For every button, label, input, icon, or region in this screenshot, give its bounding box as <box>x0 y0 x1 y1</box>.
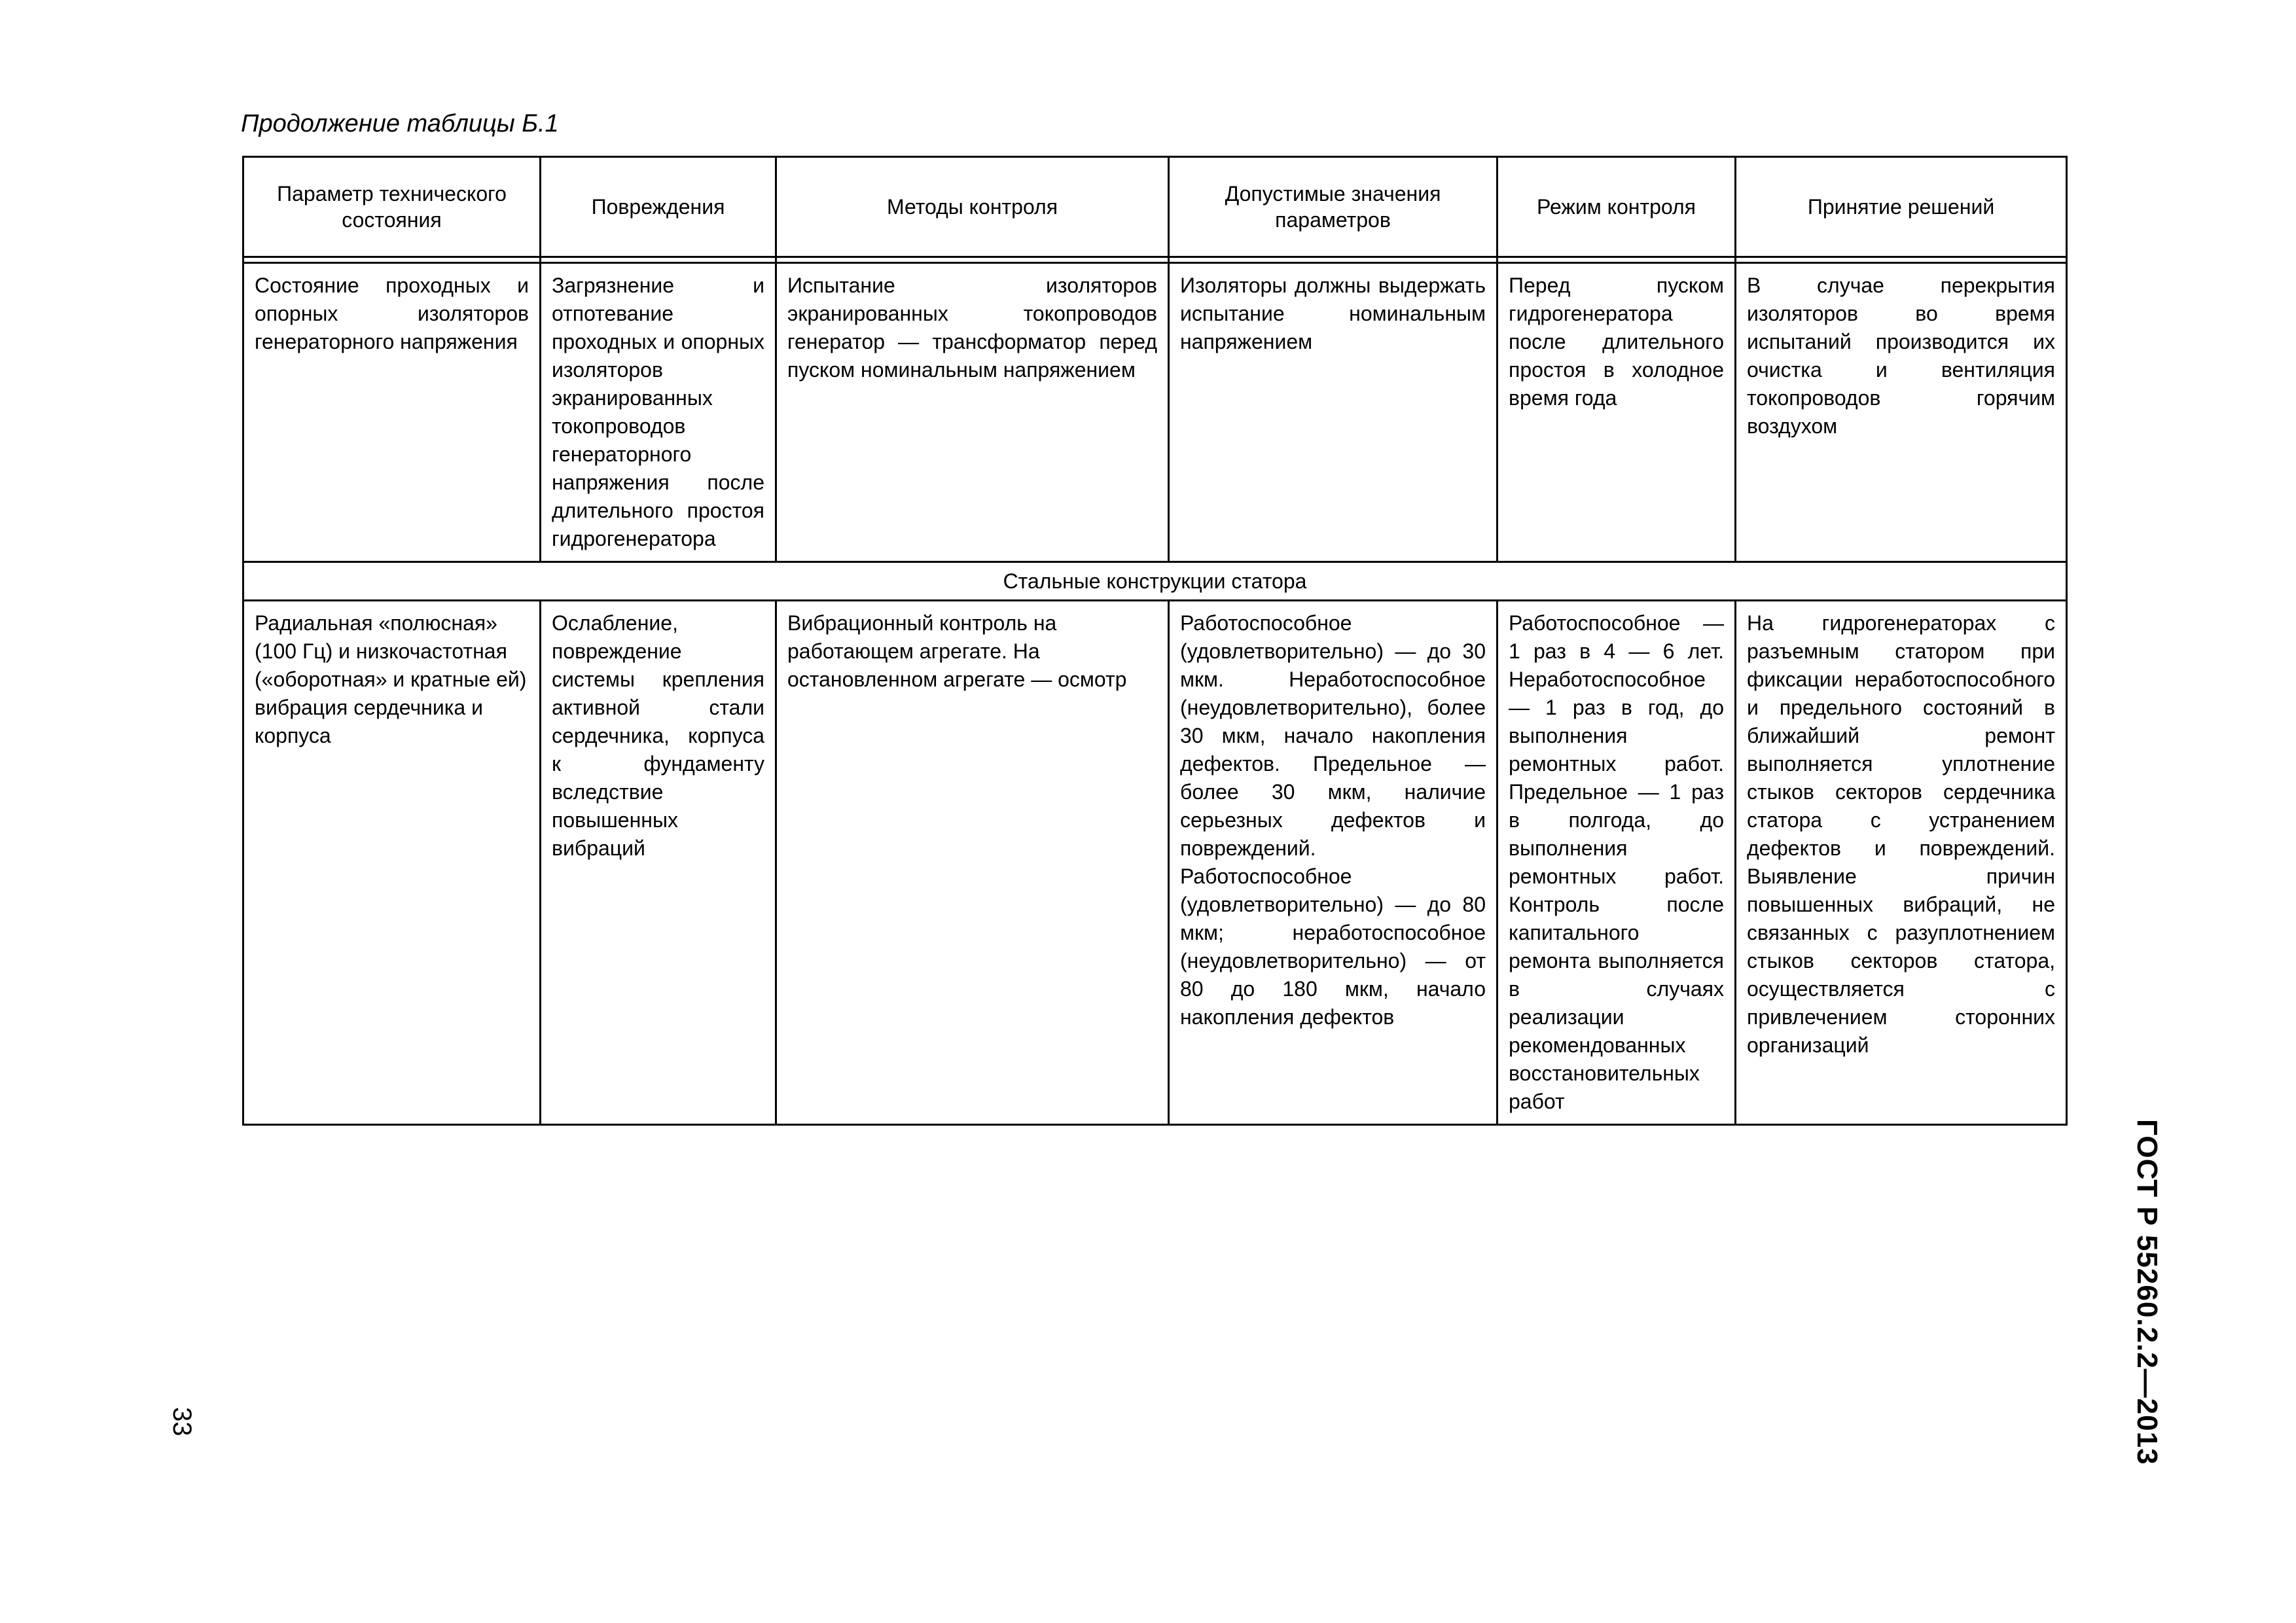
cell-damage: Ослабление, повреждение системы крепления активной стали сердечника, корпуса к фундаменту вследствие повышенных вибраций <box>541 601 776 1125</box>
cell-decisions: В случае перекрытия изоляторов во время испытаний производится их очистка и вентиляция токопроводов горячим воздухом <box>1736 263 2067 562</box>
cell-methods: Вибрационный контроль на работающем агрегате. На остановленном агрегате — осмотр <box>776 601 1169 1125</box>
cell-control-mode: Перед пуском гидрогенератора после длительного простоя в холодное время года <box>1498 263 1736 562</box>
header-control-mode: Режим контроля <box>1498 157 1736 257</box>
cell-decisions: На гидрогенераторах с разъемным статором при фиксации неработоспособного и предельного состояний в ближайший ремонт выполняется уплотнение стыков секторов сердечника статора с устранением дефектов и повреждений. Выявление причин повышенных вибраций, не связанных с разуплотнением стыков секторов статора, осуществляется с привлечением сторонних организаций <box>1736 601 2067 1125</box>
header-allowed-values: Допустимые значения параметров <box>1169 157 1498 257</box>
cell-allowed-values: Работоспособное (удовлетворительно) — до 30 мкм. Неработоспособное (неудовлетворительно), более 30 мкм, начало накопления дефектов. Предельное — более 30 мкм, наличие серьезных дефектов и повреждений. Работоспособное (удовлетворительно) — до 80 мкм; неработоспособное (неудовлетворительно) — от 80 до 180 мкм, начало накопления дефектов <box>1169 601 1498 1125</box>
cell-methods: Испытание изоляторов экранированных токопроводов генератор — трансформатор перед пуском номинальным напряжением <box>776 263 1169 562</box>
header-parameter: Параметр технического состояния <box>243 157 541 257</box>
document-code: ГОСТ Р 55260.2.2—2013 <box>2131 1119 2163 1465</box>
cell-allowed-values: Изоляторы должны выдержать испытание номинальным напряжением <box>1169 263 1498 562</box>
section-row <box>243 562 2067 601</box>
cell-parameter: Состояние проходных и опорных изоляторов генераторного напряжения <box>243 263 541 562</box>
requirements-table <box>242 156 2068 1126</box>
cell-parameter: Радиальная «полюсная» (100 Гц) и низкочастотная («оборотная» и кратные ей) вибрация сердечника и корпуса <box>243 601 541 1125</box>
table-row <box>243 601 2067 1125</box>
table-header-row <box>243 157 2067 257</box>
page-number: 33 <box>168 1407 196 1436</box>
header-separator <box>243 257 2067 263</box>
table-row <box>243 263 2067 562</box>
table-caption: Продолжение таблицы Б.1 <box>241 110 559 137</box>
header-decisions: Принятие решений <box>1736 157 2067 257</box>
header-damage: Повреждения <box>541 157 776 257</box>
section-title: Стальные конструкции статора <box>243 562 2067 601</box>
cell-damage: Загрязнение и отпотевание проходных и опорных изоляторов экранированных токопроводов генераторного напряжения после длительного простоя гидрогенератора <box>541 263 776 562</box>
cell-control-mode: Работоспособное — 1 раз в 4 — 6 лет. Неработоспособное — 1 раз в год, до выполнения ремонтных работ. Предельное — 1 раз в полгода, до выполнения ремонтных работ. Контроль после капитального ремонта выполняется в случаях реализации рекомендованных восстановительных работ <box>1498 601 1736 1125</box>
header-methods: Методы контроля <box>776 157 1169 257</box>
